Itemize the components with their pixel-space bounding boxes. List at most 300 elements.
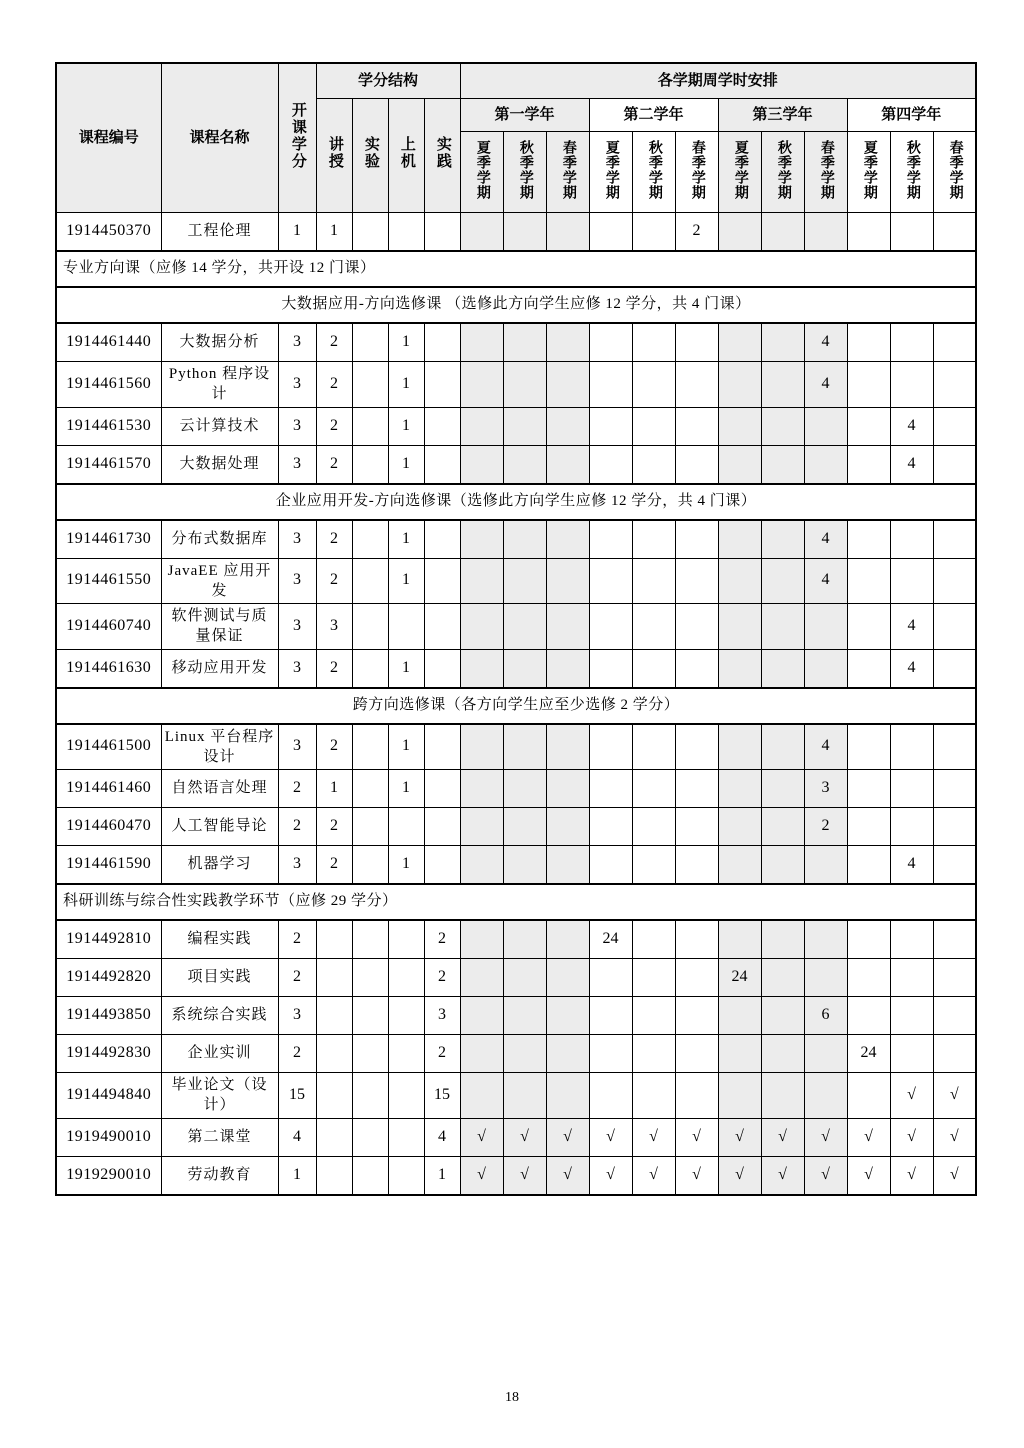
semester-cell: 4 xyxy=(890,604,933,650)
semester-cell: 24 xyxy=(847,1035,890,1073)
semester-cell xyxy=(718,362,761,408)
credits-cell: 2 xyxy=(278,959,316,997)
section-label: 企业应用开发-方向选修课（选修此方向学生应修 12 学分，共 4 门课） xyxy=(56,484,976,520)
structure-cell: 1 xyxy=(388,724,424,770)
semester-cell xyxy=(503,724,546,770)
structure-cell: 2 xyxy=(316,520,352,559)
semester-cell: √ xyxy=(933,1156,976,1195)
structure-cell xyxy=(388,1156,424,1195)
course-name-cell: 大数据分析 xyxy=(161,323,278,362)
semester-cell: √ xyxy=(503,1156,546,1195)
credits-cell: 1 xyxy=(278,213,316,252)
course-name-cell: 人工智能导论 xyxy=(161,808,278,846)
semester-cell xyxy=(546,362,589,408)
semester-cell xyxy=(589,959,632,997)
semester-cell xyxy=(761,997,804,1035)
semester-cell xyxy=(675,1035,718,1073)
semester-cell xyxy=(761,323,804,362)
structure-cell: 3 xyxy=(316,604,352,650)
credits-cell: 4 xyxy=(278,1118,316,1156)
semester-cell xyxy=(847,649,890,688)
structure-cell xyxy=(316,1156,352,1195)
semester-cell xyxy=(804,649,847,688)
semester-cell xyxy=(675,724,718,770)
semester-cell xyxy=(460,649,503,688)
header-term-year2-term2: 秋季学期 xyxy=(632,132,675,213)
course-name-cell: 机器学习 xyxy=(161,846,278,885)
structure-cell: 1 xyxy=(316,213,352,252)
structure-cell xyxy=(352,520,388,559)
semester-cell: 4 xyxy=(804,558,847,604)
structure-cell: 1 xyxy=(388,770,424,808)
semester-cell xyxy=(632,770,675,808)
structure-cell xyxy=(352,362,388,408)
header-term-year4-term3: 春季学期 xyxy=(933,132,976,213)
semester-cell xyxy=(675,770,718,808)
semester-cell xyxy=(503,407,546,445)
semester-cell xyxy=(847,920,890,959)
semester-cell xyxy=(632,213,675,252)
semester-cell xyxy=(546,649,589,688)
table-body xyxy=(56,213,976,1195)
semester-cell: 4 xyxy=(804,323,847,362)
semester-cell xyxy=(546,604,589,650)
course-row xyxy=(56,649,976,688)
semester-cell xyxy=(847,808,890,846)
structure-cell xyxy=(352,959,388,997)
structure-cell xyxy=(388,213,424,252)
course-name-cell: Python 程序设计 xyxy=(161,362,278,408)
semester-cell: 3 xyxy=(804,770,847,808)
course-row xyxy=(56,1118,976,1156)
course-name-cell: 毕业论文（设计） xyxy=(161,1073,278,1119)
course-row xyxy=(56,920,976,959)
structure-cell xyxy=(424,808,460,846)
structure-cell xyxy=(352,323,388,362)
credits-cell: 3 xyxy=(278,362,316,408)
semester-cell xyxy=(761,407,804,445)
header-year-2: 第二学年 xyxy=(589,99,718,132)
structure-cell: 1 xyxy=(388,445,424,484)
semester-cell: √ xyxy=(632,1118,675,1156)
header-year-4: 第四学年 xyxy=(847,99,976,132)
semester-cell xyxy=(675,808,718,846)
structure-cell xyxy=(424,649,460,688)
semester-cell xyxy=(503,604,546,650)
semester-cell xyxy=(933,724,976,770)
structure-cell xyxy=(316,1035,352,1073)
curriculum-table xyxy=(55,62,977,1196)
semester-cell: 4 xyxy=(890,846,933,885)
credits-cell: 3 xyxy=(278,724,316,770)
course-code-cell: 1914461550 xyxy=(56,558,161,604)
semester-cell xyxy=(847,604,890,650)
course-code-cell: 1914461630 xyxy=(56,649,161,688)
course-name-cell: 软件测试与质量保证 xyxy=(161,604,278,650)
semester-cell: 4 xyxy=(890,649,933,688)
semester-cell: √ xyxy=(503,1118,546,1156)
structure-cell xyxy=(352,846,388,885)
semester-cell: √ xyxy=(847,1156,890,1195)
header-credit-structure: 学分结构 xyxy=(316,63,460,99)
structure-cell xyxy=(352,1035,388,1073)
semester-cell xyxy=(847,846,890,885)
header-year-3: 第三学年 xyxy=(718,99,847,132)
structure-cell xyxy=(352,724,388,770)
semester-cell xyxy=(503,1073,546,1119)
semester-cell xyxy=(632,362,675,408)
semester-cell xyxy=(761,846,804,885)
semester-cell xyxy=(589,445,632,484)
course-code-cell: 1914461590 xyxy=(56,846,161,885)
semester-cell xyxy=(589,1035,632,1073)
semester-cell xyxy=(933,770,976,808)
semester-cell xyxy=(761,808,804,846)
semester-cell xyxy=(718,724,761,770)
structure-cell: 1 xyxy=(388,362,424,408)
semester-cell xyxy=(589,1073,632,1119)
structure-cell: 2 xyxy=(316,846,352,885)
semester-cell xyxy=(589,558,632,604)
credits-cell: 3 xyxy=(278,604,316,650)
structure-cell: 1 xyxy=(388,649,424,688)
semester-cell xyxy=(675,846,718,885)
course-row xyxy=(56,1156,976,1195)
semester-cell xyxy=(890,213,933,252)
course-row xyxy=(56,362,976,408)
semester-cell: 4 xyxy=(804,724,847,770)
semester-cell: √ xyxy=(675,1156,718,1195)
header-structure-experiment: 实验 xyxy=(352,99,388,213)
section-label: 大数据应用-方向选修课 （选修此方向学生应修 12 学分，共 4 门课） xyxy=(56,287,976,323)
structure-cell xyxy=(352,604,388,650)
section-label: 专业方向课（应修 14 学分，共开设 12 门课） xyxy=(56,251,976,287)
semester-cell xyxy=(718,1035,761,1073)
structure-cell xyxy=(388,604,424,650)
semester-cell xyxy=(675,558,718,604)
semester-cell xyxy=(460,213,503,252)
semester-cell xyxy=(761,770,804,808)
semester-cell xyxy=(718,323,761,362)
semester-cell xyxy=(761,520,804,559)
semester-cell: √ xyxy=(761,1118,804,1156)
structure-cell xyxy=(352,407,388,445)
structure-cell xyxy=(352,213,388,252)
header-term-year4-term2: 秋季学期 xyxy=(890,132,933,213)
semester-cell: √ xyxy=(890,1118,933,1156)
course-code-cell: 1914461500 xyxy=(56,724,161,770)
semester-cell xyxy=(589,213,632,252)
semester-cell xyxy=(890,323,933,362)
semester-cell: √ xyxy=(933,1118,976,1156)
semester-cell xyxy=(460,520,503,559)
semester-cell xyxy=(675,407,718,445)
course-name-cell: 移动应用开发 xyxy=(161,649,278,688)
header-course-credits xyxy=(278,63,316,213)
course-code-cell: 1919290010 xyxy=(56,1156,161,1195)
course-code-cell: 1914461560 xyxy=(56,362,161,408)
structure-cell xyxy=(316,997,352,1035)
semester-cell xyxy=(933,558,976,604)
semester-cell xyxy=(675,362,718,408)
structure-cell: 1 xyxy=(388,407,424,445)
credits-cell: 1 xyxy=(278,1156,316,1195)
semester-cell xyxy=(460,604,503,650)
semester-cell xyxy=(761,959,804,997)
section-row xyxy=(56,484,976,520)
semester-cell xyxy=(890,808,933,846)
header-term-year3-term2: 秋季学期 xyxy=(761,132,804,213)
course-row xyxy=(56,959,976,997)
semester-cell xyxy=(546,920,589,959)
credits-cell: 2 xyxy=(278,770,316,808)
course-row xyxy=(56,1035,976,1073)
semester-cell xyxy=(761,649,804,688)
course-code-cell: 1914450370 xyxy=(56,213,161,252)
semester-cell xyxy=(675,959,718,997)
semester-cell xyxy=(675,997,718,1035)
semester-cell xyxy=(933,649,976,688)
semester-cell: √ xyxy=(847,1118,890,1156)
semester-cell xyxy=(761,1035,804,1073)
semester-cell xyxy=(503,808,546,846)
course-code-cell: 1914461530 xyxy=(56,407,161,445)
semester-cell xyxy=(632,407,675,445)
semester-cell xyxy=(460,920,503,959)
structure-cell: 2 xyxy=(316,445,352,484)
course-name-cell: 项目实践 xyxy=(161,959,278,997)
semester-cell: √ xyxy=(890,1073,933,1119)
section-label: 科研训练与综合性实践教学环节（应修 29 学分） xyxy=(56,884,976,920)
structure-cell: 3 xyxy=(424,997,460,1035)
semester-cell xyxy=(890,770,933,808)
semester-cell xyxy=(546,407,589,445)
section-row xyxy=(56,287,976,323)
course-code-cell: 1914494840 xyxy=(56,1073,161,1119)
course-code-cell: 1914461440 xyxy=(56,323,161,362)
semester-cell: √ xyxy=(675,1118,718,1156)
semester-cell xyxy=(933,846,976,885)
section-row xyxy=(56,251,976,287)
course-name-cell: 企业实训 xyxy=(161,1035,278,1073)
semester-cell xyxy=(503,213,546,252)
structure-cell: 1 xyxy=(316,770,352,808)
semester-cell xyxy=(933,445,976,484)
course-row xyxy=(56,323,976,362)
semester-cell xyxy=(933,362,976,408)
semester-cell xyxy=(503,323,546,362)
semester-cell xyxy=(632,323,675,362)
credits-cell: 3 xyxy=(278,407,316,445)
structure-cell: 2 xyxy=(316,362,352,408)
semester-cell xyxy=(503,920,546,959)
semester-cell xyxy=(632,920,675,959)
semester-cell xyxy=(847,407,890,445)
structure-cell: 1 xyxy=(424,1156,460,1195)
semester-cell xyxy=(847,362,890,408)
course-code-cell: 1914492810 xyxy=(56,920,161,959)
course-name-cell: 编程实践 xyxy=(161,920,278,959)
header-structure-lecture: 讲授 xyxy=(316,99,352,213)
course-name-cell: 分布式数据库 xyxy=(161,520,278,559)
semester-cell xyxy=(503,959,546,997)
course-row xyxy=(56,997,976,1035)
semester-cell xyxy=(589,323,632,362)
semester-cell: 4 xyxy=(804,520,847,559)
semester-cell xyxy=(460,445,503,484)
course-row xyxy=(56,1073,976,1119)
course-row xyxy=(56,770,976,808)
semester-cell xyxy=(632,649,675,688)
semester-cell xyxy=(632,724,675,770)
semester-cell: √ xyxy=(804,1156,847,1195)
credits-cell: 3 xyxy=(278,558,316,604)
structure-cell: 2 xyxy=(316,407,352,445)
header-term-year1-term1: 夏季学期 xyxy=(460,132,503,213)
course-code-cell: 1914492820 xyxy=(56,959,161,997)
semester-cell xyxy=(675,649,718,688)
semester-cell xyxy=(460,959,503,997)
semester-cell: 4 xyxy=(890,407,933,445)
course-row xyxy=(56,724,976,770)
header-structure-computer: 上机 xyxy=(388,99,424,213)
semester-cell xyxy=(503,997,546,1035)
semester-cell xyxy=(675,604,718,650)
semester-cell: 6 xyxy=(804,997,847,1035)
credits-cell: 3 xyxy=(278,323,316,362)
credits-cell: 3 xyxy=(278,520,316,559)
semester-cell xyxy=(546,808,589,846)
semester-cell xyxy=(632,445,675,484)
semester-cell: 24 xyxy=(718,959,761,997)
semester-cell xyxy=(546,323,589,362)
semester-cell xyxy=(890,362,933,408)
semester-cell xyxy=(890,1035,933,1073)
credits-cell: 3 xyxy=(278,445,316,484)
semester-cell xyxy=(847,520,890,559)
semester-cell xyxy=(890,920,933,959)
semester-cell xyxy=(546,445,589,484)
course-code-cell: 1914461730 xyxy=(56,520,161,559)
semester-cell xyxy=(761,213,804,252)
structure-cell xyxy=(388,1035,424,1073)
course-row xyxy=(56,808,976,846)
course-name-cell: 云计算技术 xyxy=(161,407,278,445)
credits-vertical-label: 开课学分 xyxy=(289,101,306,170)
header-year-1: 第一学年 xyxy=(460,99,589,132)
semester-cell xyxy=(632,959,675,997)
semester-cell xyxy=(761,724,804,770)
structure-cell xyxy=(388,808,424,846)
structure-cell xyxy=(316,1073,352,1119)
semester-cell xyxy=(675,1073,718,1119)
semester-cell xyxy=(847,959,890,997)
semester-cell: 24 xyxy=(589,920,632,959)
semester-cell xyxy=(847,445,890,484)
header-term-year3-term1: 夏季学期 xyxy=(718,132,761,213)
semester-cell: 2 xyxy=(804,808,847,846)
structure-cell xyxy=(352,558,388,604)
course-name-cell: 大数据处理 xyxy=(161,445,278,484)
semester-cell xyxy=(460,724,503,770)
semester-cell: √ xyxy=(546,1118,589,1156)
semester-cell xyxy=(718,808,761,846)
semester-cell: √ xyxy=(890,1156,933,1195)
structure-cell xyxy=(352,1073,388,1119)
semester-cell: √ xyxy=(546,1156,589,1195)
structure-cell: 2 xyxy=(316,724,352,770)
course-code-cell: 1914460740 xyxy=(56,604,161,650)
semester-cell xyxy=(589,770,632,808)
semester-cell xyxy=(890,558,933,604)
structure-cell xyxy=(424,724,460,770)
semester-cell xyxy=(460,407,503,445)
semester-cell xyxy=(546,959,589,997)
semester-cell xyxy=(847,997,890,1035)
structure-cell xyxy=(424,323,460,362)
semester-cell xyxy=(589,649,632,688)
semester-cell xyxy=(761,604,804,650)
structure-cell: 2 xyxy=(316,649,352,688)
structure-cell xyxy=(424,520,460,559)
course-name-cell: 第二课堂 xyxy=(161,1118,278,1156)
course-name-cell: Linux 平台程序设计 xyxy=(161,724,278,770)
credits-cell: 2 xyxy=(278,920,316,959)
course-row xyxy=(56,520,976,559)
semester-cell xyxy=(589,846,632,885)
semester-cell xyxy=(632,1035,675,1073)
semester-cell xyxy=(933,920,976,959)
structure-cell xyxy=(352,808,388,846)
semester-cell: √ xyxy=(804,1118,847,1156)
semester-cell xyxy=(589,362,632,408)
structure-cell xyxy=(316,1118,352,1156)
semester-cell xyxy=(675,323,718,362)
semester-cell xyxy=(804,959,847,997)
semester-cell xyxy=(460,997,503,1035)
structure-cell xyxy=(352,445,388,484)
semester-cell xyxy=(589,407,632,445)
structure-cell xyxy=(316,920,352,959)
course-name-cell: 自然语言处理 xyxy=(161,770,278,808)
structure-cell xyxy=(352,1118,388,1156)
course-code-cell: 1919490010 xyxy=(56,1118,161,1156)
semester-cell xyxy=(804,846,847,885)
course-row xyxy=(56,604,976,650)
semester-cell xyxy=(503,770,546,808)
header-course-code: 课程编号 xyxy=(56,63,161,213)
course-name-cell: JavaEE 应用开发 xyxy=(161,558,278,604)
structure-cell xyxy=(352,770,388,808)
semester-cell xyxy=(933,520,976,559)
semester-cell xyxy=(718,920,761,959)
course-name-cell: 劳动教育 xyxy=(161,1156,278,1195)
semester-cell xyxy=(718,770,761,808)
semester-cell xyxy=(589,724,632,770)
semester-cell xyxy=(632,1073,675,1119)
semester-cell xyxy=(718,407,761,445)
semester-cell xyxy=(546,520,589,559)
semester-cell xyxy=(718,604,761,650)
semester-cell xyxy=(933,959,976,997)
semester-cell: √ xyxy=(460,1118,503,1156)
structure-cell xyxy=(388,1073,424,1119)
credits-cell: 2 xyxy=(278,1035,316,1073)
header-term-year2-term3: 春季学期 xyxy=(675,132,718,213)
semester-cell xyxy=(804,1035,847,1073)
semester-cell xyxy=(761,362,804,408)
credits-cell: 3 xyxy=(278,649,316,688)
